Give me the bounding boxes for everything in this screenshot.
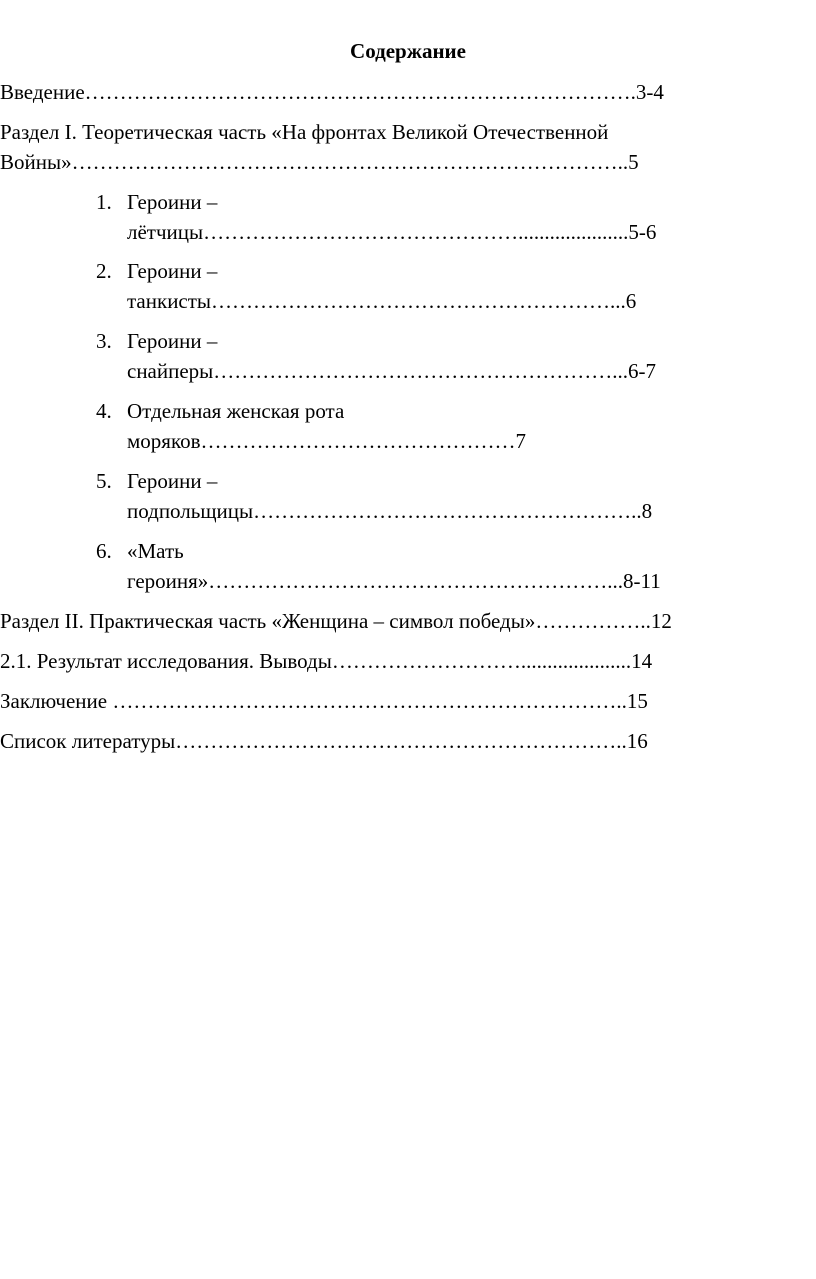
toc-subitem-line2: танкисты…………………………………………………...6 (127, 289, 637, 313)
toc-subitem-line2: лётчицы……………………………………….....................5-6 (127, 220, 657, 244)
toc-entry-section1-line1: Раздел I. Теоретическая часть «На фронтах Великой Отечественной (0, 120, 609, 144)
toc-subitem-line1: Отдельная женская рота (127, 399, 345, 423)
toc-entry-results: 2.1. Результат исследования. Выводы……………………….....................14 (0, 649, 653, 673)
toc-entry-section2: Раздел II. Практическая часть «Женщина – символ победы»……………..12 (0, 609, 672, 633)
toc-entry-intro: Введение…………………………………………………………………….3-4 (0, 80, 664, 104)
toc-subitem-number: 2. (96, 259, 112, 283)
toc-entry-references: Список литературы………………………………………………………..16 (0, 729, 648, 753)
toc-subitem-number: 6. (96, 539, 112, 563)
toc-entry-conclusion: Заключение ………………………………………………………………..15 (0, 689, 648, 713)
toc-subitem-number: 5. (96, 469, 112, 493)
toc-subitem-line1: Героини – (127, 469, 218, 493)
toc-subitem-line2: подпольщицы………………………………………………..8 (127, 499, 653, 523)
toc-subitem-line1: Героини – (127, 259, 218, 283)
toc-subitem-line2: моряков………………………………………7 (127, 429, 526, 453)
toc-subitem-line2: снайперы…………………………………………………...6-7 (127, 359, 657, 383)
toc-subitem-line1: «Мать (127, 539, 184, 563)
toc-subitem-line1: Героини – (127, 329, 218, 353)
toc-subitem-number: 3. (96, 329, 112, 353)
page-title: Содержание (350, 39, 466, 63)
toc-subitem-number: 4. (96, 399, 112, 423)
toc-subitem-line2: героиня»…………………………………………………...8-11 (127, 569, 661, 593)
toc-subitem-line1: Героини – (127, 190, 218, 214)
toc-entry-section1-line2: Войны»……………………………………………………………………..5 (0, 150, 639, 174)
toc-subitem-number: 1. (96, 190, 112, 214)
